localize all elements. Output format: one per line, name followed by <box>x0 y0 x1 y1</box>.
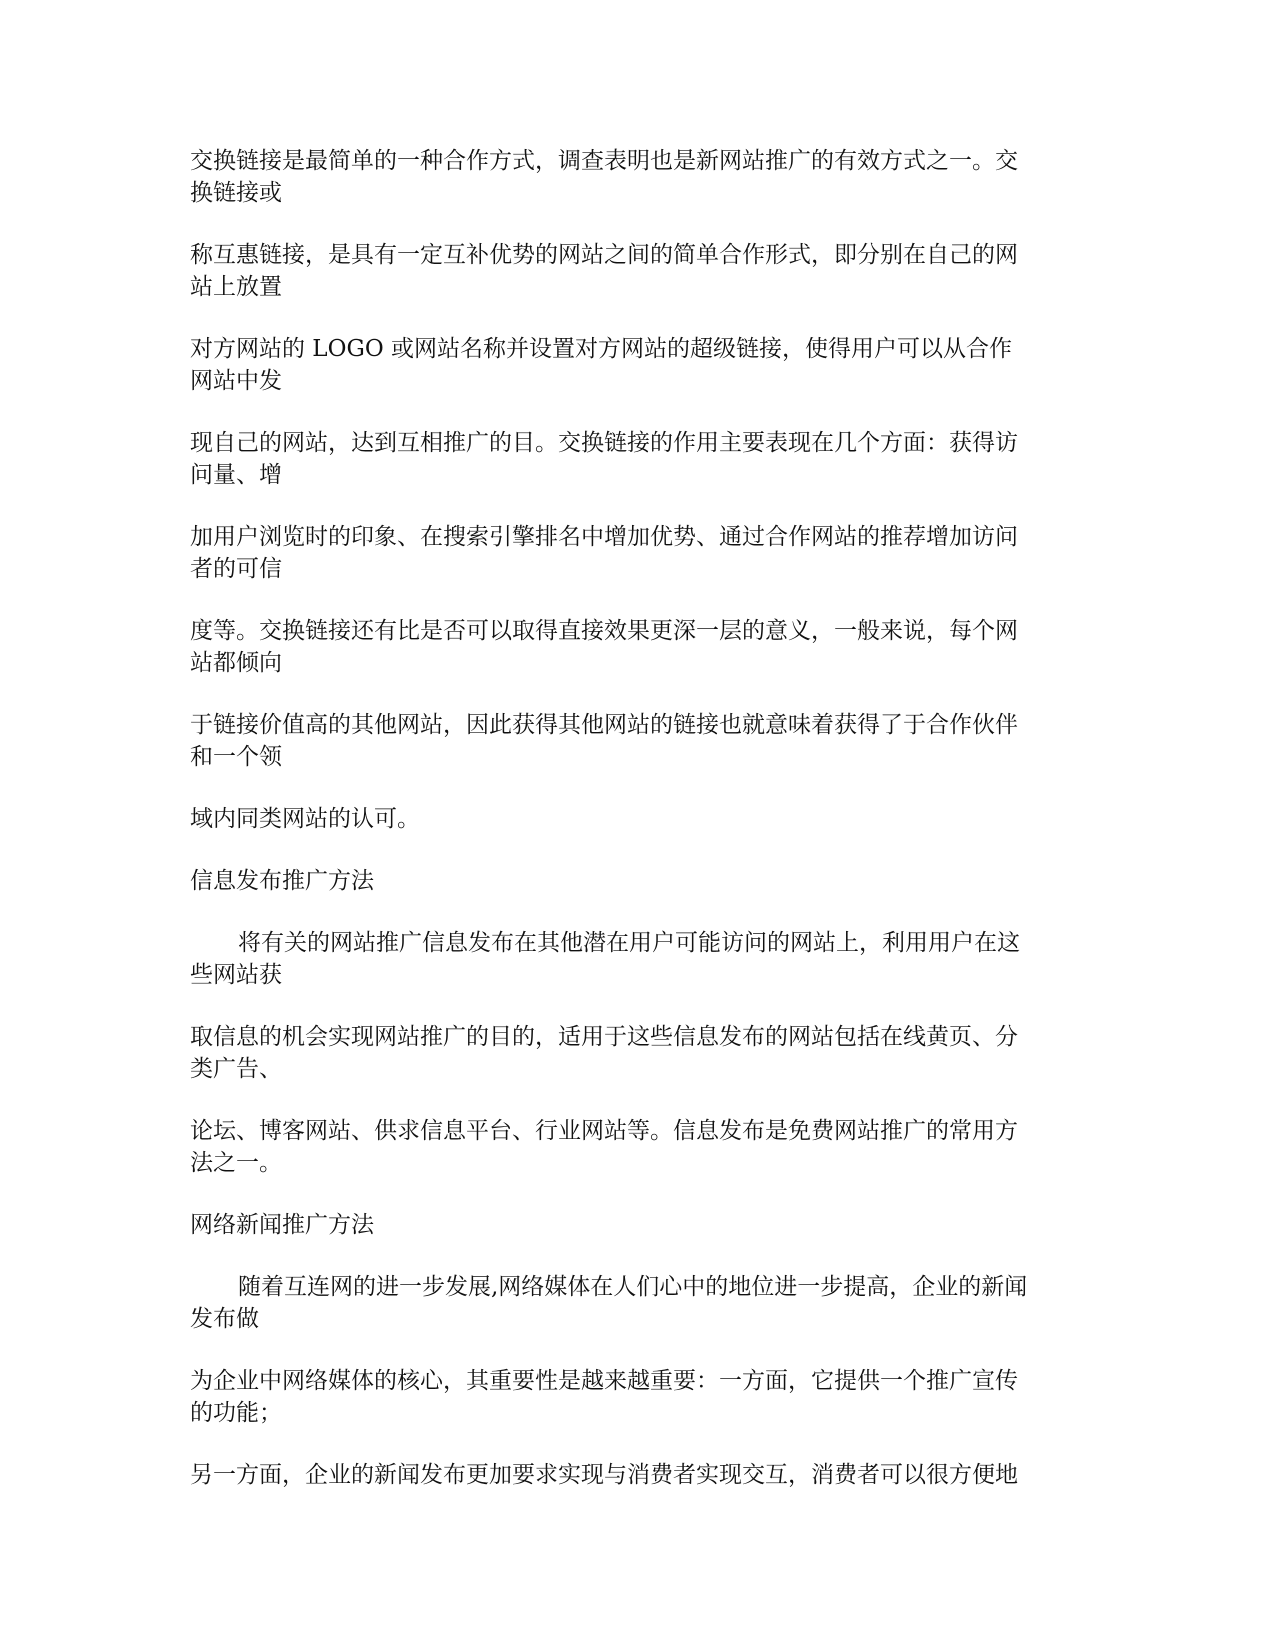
paragraph <box>190 709 1090 773</box>
text-line: 随着互连网的进一步发展,网络媒体在人们心中的地位进一步提高，企业的新闻 <box>238 1274 1028 1300</box>
paragraph <box>190 1365 1090 1429</box>
text-line: 网站中发 <box>190 368 282 394</box>
paragraph <box>190 239 1090 303</box>
text-line: 为企业中网络媒体的核心，其重要性是越来越重要：一方面，它提供一个推广宣传 <box>190 1368 1018 1394</box>
text-line: 将有关的网站推广信息发布在其他潜在用户可能访问的网站上，利用用户在这 <box>238 930 1020 956</box>
paragraph <box>190 1115 1090 1179</box>
text-line: 域内同类网站的认可。 <box>190 806 420 832</box>
paragraph <box>190 145 1090 209</box>
text-line: 换链接或 <box>190 180 282 206</box>
text-line: 于链接价值高的其他网站，因此获得其他网站的链接也就意味着获得了于合作伙伴 <box>190 712 1018 738</box>
paragraph <box>190 927 1090 991</box>
text-line: 度等。交换链接还有比是否可以取得直接效果更深一层的意义，一般来说，每个网 <box>190 618 1018 644</box>
text-line: 论坛、博客网站、供求信息平台、行业网站等。信息发布是免费网站推广的常用方 <box>190 1118 1018 1144</box>
text-line: 站上放置 <box>190 274 282 300</box>
paragraph <box>190 1271 1090 1335</box>
paragraph <box>190 521 1090 585</box>
text-line: 发布做 <box>190 1306 259 1332</box>
text-line: 问量、增 <box>190 462 282 488</box>
paragraph <box>190 803 1090 835</box>
text-line: 和一个领 <box>190 744 282 770</box>
paragraph <box>190 615 1090 679</box>
text-line: 现自己的网站，达到互相推广的目。交换链接的作用主要表现在几个方面：获得访 <box>190 430 1018 456</box>
section-heading <box>190 1209 1090 1241</box>
paragraph <box>190 333 1090 397</box>
text-line: 法之一。 <box>190 1150 282 1176</box>
text-line: 的功能； <box>190 1400 282 1426</box>
text-line: 者的可信 <box>190 556 282 582</box>
text-line: 站都倾向 <box>190 650 282 676</box>
paragraph <box>190 1021 1090 1085</box>
text-line: 对方网站的 LOGO 或网站名称并设置对方网站的超级链接，使得用户可以从合作 <box>190 336 1012 362</box>
text-line: 另一方面，企业的新闻发布更加要求实现与消费者实现交互，消费者可以很方便地 <box>190 1462 1018 1488</box>
text-line: 信息发布推广方法 <box>190 868 374 894</box>
text-line: 些网站获 <box>190 962 282 988</box>
text-line: 类广告、 <box>190 1056 282 1082</box>
paragraph <box>190 1459 1090 1491</box>
section-heading <box>190 865 1090 897</box>
text-line: 交换链接是最简单的一种合作方式，调查表明也是新网站推广的有效方式之一。交 <box>190 148 1018 174</box>
document-body <box>190 145 1090 1521</box>
text-line: 取信息的机会实现网站推广的目的，适用于这些信息发布的网站包括在线黄页、分 <box>190 1024 1018 1050</box>
text-line: 称互惠链接，是具有一定互补优势的网站之间的简单合作形式，即分别在自己的网 <box>190 242 1018 268</box>
text-line: 网络新闻推广方法 <box>190 1212 374 1238</box>
text-line: 加用户浏览时的印象、在搜索引擎排名中增加优势、通过合作网站的推荐增加访问 <box>190 524 1018 550</box>
paragraph <box>190 427 1090 491</box>
